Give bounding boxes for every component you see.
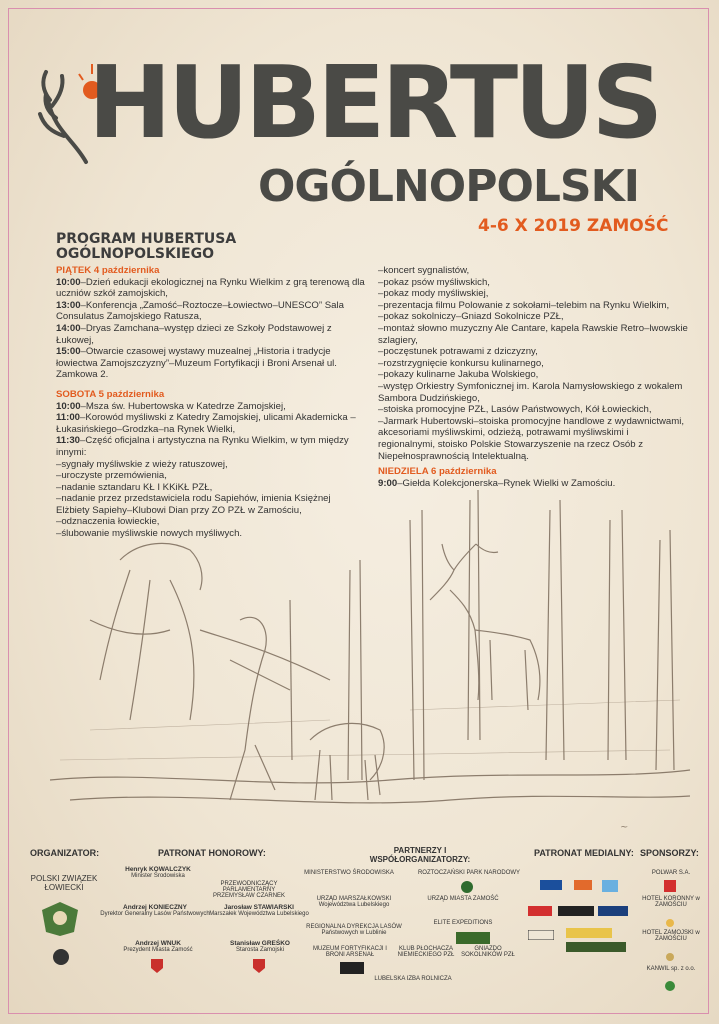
day-heading-sunday: NIEDZIELA 6 października <box>378 466 497 478</box>
event-date: 4-6 X 2019 ZAMOŚĆ <box>478 216 669 236</box>
person-role: Marszałek Województwa Lubelskiego <box>209 911 309 917</box>
list-item: –nadanie sztandaru KŁ I KKiKŁ PZŁ, <box>56 481 213 493</box>
partner-item: ELITE EXPEDITIONS <box>433 920 493 926</box>
partner-item: MUZEUM FORTYFIKACJI I BRONI ARSENAŁ <box>313 946 387 958</box>
item-text: –Dzień edukacji ekologicznej na Rynku Wielkim z grą terenową dla uczniów szkół zamojskich, <box>56 276 365 300</box>
item-text: –Korowód myśliwski z Katedry Zamojskiej, ulicami Akademicka –Łukasińskiego–Grodzka–na Rynek Wielki, <box>56 412 356 435</box>
tvp3-logo-icon <box>540 880 562 890</box>
partner-item: GNIAZDO SOKOLNIKÓW PZŁ <box>461 946 515 958</box>
organizer-heading: ORGANIZATOR: <box>30 848 100 858</box>
person-role: Starosta Zamojski <box>235 947 284 953</box>
list-item: –Jarmark Hubertowski–stoiska promocyjne handlowe z wydawnictwami, akcesoriami myśliwskimi, odzieżą, potrawami myśliwskimi i regionalnymi, stoisko Polskie Stowarzyszenie na rzecz Osób z Niepełnosprawnością Intelektualną. <box>378 415 685 462</box>
media-logo-icon <box>598 906 628 916</box>
person-role: Prezydent Miasta Zamość <box>123 947 193 953</box>
zamosc-crest-icon <box>150 958 164 974</box>
arsenal-logo-icon <box>340 962 364 974</box>
person-role: PRZEWODNICZĄCY PARLAMENTARNY PRZEMYSŁAW CZARNEK <box>212 881 286 899</box>
sponsors-section <box>14 840 704 1020</box>
list-item: –pokazy kulinarne Jakuba Wolskiego, <box>378 369 539 381</box>
lowiec-logo-icon <box>528 930 554 940</box>
hotel-logo-icon <box>664 952 676 962</box>
media-heading: PATRONAT MEDIALNY: <box>534 848 634 858</box>
sponsor-item: KANWIL sp. z o.o. <box>646 966 696 972</box>
title-text: HUBERTUS <box>88 44 660 161</box>
poster-subtitle: OGÓLNOPOLSKI <box>258 161 640 212</box>
partner-item: URZĄD MARSZAŁKOWSKI Województwa Lubelskiego <box>316 896 392 908</box>
program-item <box>56 346 366 381</box>
kanwil-logo-icon <box>664 980 676 992</box>
list-item: –poczęstunek potrawami z dziczyzny, <box>378 346 538 358</box>
program-column-right <box>378 265 688 489</box>
elite-logo-icon <box>456 932 490 944</box>
radio-logo-icon <box>574 880 592 890</box>
dz-logo-icon <box>528 906 552 916</box>
list-item: –rozstrzygnięcie konkursu kulinarnego, <box>378 357 544 369</box>
kronika-logo-icon <box>558 906 594 916</box>
list-item: –sygnały myśliwskie z wieży ratuszowej, <box>56 458 228 470</box>
list-item: –montaż słowno muzyczny Ale Cantare, kapela Rawskie Retro–lwowskie szlagiery, <box>378 322 688 346</box>
honorary-person <box>204 880 294 899</box>
program-item <box>56 401 366 413</box>
list-item: –prezentacja filmu Polowanie z sokołami–telebim na Rynku Wielkim, <box>378 299 670 311</box>
organizer-name: POLSKI ZWIĄZEK ŁOWIECKI <box>30 874 98 892</box>
program-title <box>56 232 236 262</box>
list-item: –pokaz psów myśliwskich, <box>378 276 490 288</box>
person-name: Andrzej WNUK <box>135 940 181 947</box>
item-text: –Otwarcie czasowej wystawy muzealnej „Historia i tradycje łowiectwa Zamojszczyzny”–Muzeum Fortyfikacji i Broni Arsenał ul. Zamkowa 2. <box>56 346 337 381</box>
item-text: –Konferencja „Zamość–Roztocze–Łowiectwo–UNESCO” Sala Consulatus Zamojskiego Ratusza, <box>56 299 344 323</box>
person-name: Henryk KOWALCZYK <box>125 866 191 873</box>
program-item <box>56 277 366 300</box>
item-text: –Dryas Zamchana–występ dzieci ze Szkoły Podstawowej z Łukowej, <box>56 322 332 346</box>
park-logo-icon <box>460 880 474 894</box>
item-time: 10:00 <box>56 276 81 288</box>
item-time: 13:00 <box>56 299 81 311</box>
day-heading-saturday: SOBOTA 5 października <box>56 388 165 400</box>
sponsor-item: POLWAR S.A. <box>651 870 691 876</box>
partner-item: KLUB PŁOCHACZA NIEMIECKIEGO PZŁ <box>397 946 455 958</box>
program-item <box>56 412 366 435</box>
pzl-crest-icon <box>38 898 82 938</box>
polwar-logo-icon <box>664 880 676 892</box>
organizer-emblem-icon <box>52 948 70 966</box>
list-item: –nadanie przez przedstawiciela rodu Sapiehów, imienia Księżnej Elżbiety Sapiehy–Klubowi Dian przy ZO PZŁ w Zamościu, <box>56 493 331 516</box>
list-item: –występ Orkiestry Symfonicznej im. Karola Namysłowskiego z wokalem Sambora Dudzińskiego, <box>378 380 683 404</box>
program-title-line2: OGÓLNOPOLSKIEGO <box>56 246 215 262</box>
media-logo-icon <box>602 880 618 892</box>
program-item <box>56 300 366 323</box>
item-time: 11:00 <box>56 412 81 424</box>
item-time: 9:00 <box>378 477 398 489</box>
person-role: Minister Środowiska <box>131 873 185 879</box>
item-time: 11:30 <box>56 435 81 447</box>
magazine-logo-icon <box>566 942 626 952</box>
person-name: Stanisław GREŚKO <box>230 940 290 947</box>
partner-item: REGIONALNA DYREKCJA LASÓW Państwowych w Lublinie <box>306 924 402 936</box>
honorary-person <box>204 904 314 917</box>
partners-heading: PARTNERZY I WSPÓŁORGANIZATORZY: <box>369 846 471 864</box>
magazine-logo-icon <box>566 928 612 938</box>
program-title-line1: PROGRAM HUBERTUSA <box>56 231 237 247</box>
person-name: Andrzej KONIECZNY <box>123 904 187 911</box>
program-item <box>56 435 366 458</box>
partner-item: URZĄD MIASTA ZAMOŚĆ <box>427 896 499 902</box>
poster-title <box>88 44 688 161</box>
item-text: –Część oficjalna i artystyczna na Rynku Wielkim, w tym między innymi: <box>56 435 349 458</box>
hotel-logo-icon <box>664 918 676 928</box>
partner-item: ROZTOCZAŃSKI PARK NARODOWY <box>417 870 521 876</box>
list-item: –uroczyste przemówienia, <box>56 470 167 482</box>
person-role: Dyrektor Generalny Lasów Państwowych <box>100 911 210 917</box>
day-heading-friday: PIĄTEK 4 października <box>56 265 160 276</box>
list-item: –pokaz mody myśliwskiej, <box>378 288 489 300</box>
county-crest-icon <box>252 958 266 974</box>
honorary-person <box>210 940 310 953</box>
artist-signature: ~ <box>620 822 629 833</box>
spacer <box>56 381 366 389</box>
sponsor-item: HOTEL ZAMOJSKI w ZAMOŚCIU <box>642 930 700 942</box>
list-item: –odznaczenia łowieckie, <box>56 516 160 528</box>
honorary-heading: PATRONAT HONOROWY: <box>158 848 266 858</box>
honorary-person <box>108 940 208 953</box>
item-text: –Giełda Kolekcjonerska–Rynek Wielki w Zamościu. <box>397 477 616 489</box>
item-time: 15:00 <box>56 346 81 358</box>
list-item: –pokaz sokolniczy–Gniazd Sokolnicze PZŁ, <box>378 311 564 323</box>
partner-item: MINISTERSTWO ŚRODOWISKA <box>304 870 394 876</box>
honorary-person <box>108 866 208 879</box>
item-text: –Msza św. Hubertowska w Katedrze Zamojskiej, <box>80 400 286 412</box>
hunting-scene-sketch <box>30 477 700 840</box>
partner-item: LUBELSKA IZBA ROLNICZA <box>374 976 452 982</box>
item-time: 14:00 <box>56 322 81 334</box>
list-item: –koncert sygnalistów, <box>378 265 470 276</box>
person-name: Jarosław STAWIARSKI <box>224 904 294 911</box>
program-item <box>56 323 366 346</box>
honorary-person <box>100 904 210 917</box>
list-item: –ślubowanie myśliwskie nowych myśliwych. <box>56 528 243 540</box>
sponsors-heading: SPONSORZY: <box>640 848 699 858</box>
item-time: 10:00 <box>56 400 81 412</box>
sponsor-item: HOTEL KORONNY w ZAMOŚCIU <box>642 896 700 908</box>
list-item: –stoiska promocyjne PZŁ, Lasów Państwowych, Kół Łowieckich, <box>378 404 652 416</box>
